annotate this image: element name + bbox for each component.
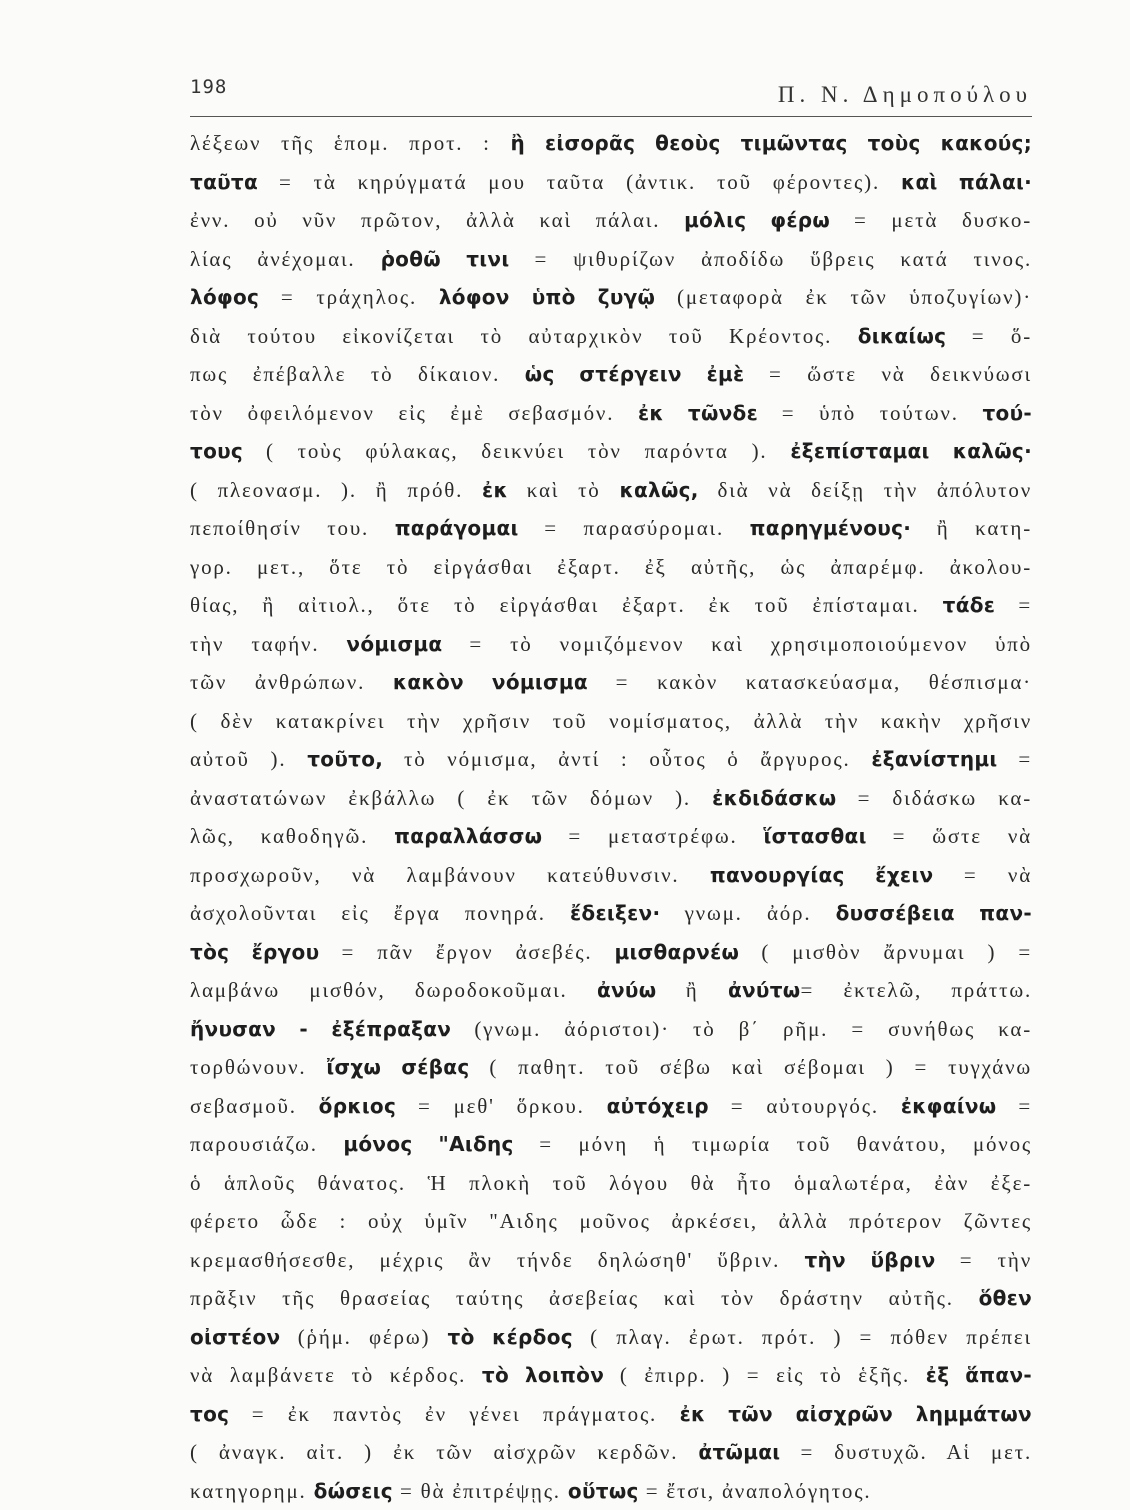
lemma-term: ἴσχω σέβας <box>326 1055 469 1079</box>
gloss-text: τὸν ὀφειλόμενον εἰς ἐμὲ σεβασμόν. <box>190 401 638 425</box>
lemma-term: ἐξ ἅπαν- <box>926 1363 1032 1387</box>
text-line <box>190 663 1032 702</box>
lemma-term: ὡς στέργειν ἐμὲ <box>525 362 745 386</box>
gloss-text: = κακὸν κατασκεύασμα, θέσπισμα· <box>588 670 1032 694</box>
running-head-author: Π. Ν. Δημοπούλου <box>778 82 1032 108</box>
gloss-text: = τὰ κηρύγματά μου ταῦτα (ἀντικ. τοῦ φέροντες). <box>258 170 901 194</box>
lemma-term: παραλλάσσω <box>394 824 542 848</box>
lemma-term: παρηγμένους· <box>750 516 912 540</box>
lemma-term: ταῦτα <box>190 170 258 194</box>
gloss-text: ( πλαγ. ἐρωτ. πρότ. ) = πόθεν πρέπει <box>573 1325 1032 1349</box>
gloss-text: κατηγορημ. <box>190 1479 314 1503</box>
gloss-text: = τὴν <box>936 1248 1033 1272</box>
gloss-text: = αὐτουργός. <box>709 1094 901 1118</box>
gloss-text: ( ἐπιρρ. ) = εἰς τὸ ἑξῆς. <box>604 1363 926 1387</box>
lemma-term: λόφον ὑπὸ ζυγῷ <box>439 285 655 309</box>
lemma-term: μόλις φέρω <box>684 208 830 232</box>
gloss-text: τῶν ἀνθρώπων. <box>190 670 393 694</box>
lemma-term: παράγομαι <box>395 516 519 540</box>
text-line <box>190 702 1032 741</box>
lemma-term: μόνος "Αιδης <box>343 1132 513 1156</box>
text-line <box>190 509 1032 548</box>
lemma-term: ἀνύω <box>597 978 656 1002</box>
gloss-text: ( μισθὸν ἄρνυμαι ) = <box>739 940 1032 964</box>
text-line <box>190 933 1032 972</box>
lemma-term: τοῦτο, <box>307 747 383 771</box>
text-line <box>190 1010 1032 1049</box>
text-line <box>190 201 1032 240</box>
lemma-term: ἐξεπίσταμαι καλῶς· <box>790 439 1032 463</box>
gloss-text: τὴν ταφήν. <box>190 632 346 656</box>
text-line <box>190 856 1032 895</box>
text-line <box>190 894 1032 933</box>
text-line <box>190 740 1032 779</box>
lemma-term: τού- <box>982 401 1032 425</box>
lemma-term: ἐκ τῶνδε <box>638 401 758 425</box>
gloss-text: = διδάσκω κα- <box>836 786 1032 810</box>
lemma-term: μισθαρνέω <box>615 940 740 964</box>
gloss-text: λῶς, καθοδηγῶ. <box>190 824 394 848</box>
gloss-text: προσχωροῦν, νὰ λαμβάνουν κατεύθυνσιν. <box>190 863 710 887</box>
text-line <box>190 355 1032 394</box>
lemma-term: τους <box>190 439 243 463</box>
gloss-text: παρουσιάζω. <box>190 1132 343 1156</box>
page-header <box>190 70 1032 117</box>
text-line <box>190 625 1032 664</box>
lemma-term: δυσσέβεια παν- <box>836 901 1032 925</box>
gloss-text: ἐνν. οὐ νῦν πρῶτον, ἀλλὰ καὶ πάλαι. <box>190 208 684 232</box>
text-line <box>190 124 1032 163</box>
lemma-term: ἐκφαίνω <box>901 1094 997 1118</box>
lemma-term: ἤνυσαν - ἐξέπραξαν <box>190 1017 451 1041</box>
text-line <box>190 586 1032 625</box>
gloss-text: = <box>996 1094 1032 1118</box>
gloss-text: = τράχηλος. <box>259 285 439 309</box>
gloss-text: (μεταφορὰ ἐκ τῶν ὑποζυγίων)· <box>655 285 1032 309</box>
gloss-text: φέρετο ὧδε : οὐχ ὑμῖν "Αιδης μοῦνος ἀρκέσει, ἀλλὰ πρότερον ζῶντες <box>190 1209 1032 1233</box>
text-line <box>190 278 1032 317</box>
gloss-text: = τὸ νομιζόμενον καὶ χρησιμοποιούμενον ὑπὸ <box>442 632 1032 656</box>
gloss-text: = ψιθυρίζων ἀποδίδω ὕβρεις κατά τινος. <box>509 247 1032 271</box>
lemma-term: ἀνύτω <box>728 978 801 1002</box>
gloss-text: ἢ <box>656 978 728 1002</box>
lemma-term: ἀτῶμαι <box>698 1440 780 1464</box>
lemma-term: ἐκ τῶν αἰσχρῶν λημμάτων <box>680 1402 1032 1426</box>
gloss-text: = παρασύρομαι. <box>519 516 750 540</box>
text-line <box>190 394 1032 433</box>
text-line <box>190 1087 1032 1126</box>
lemma-term: νόμισμα <box>346 632 442 656</box>
gloss-text: = πᾶν ἔργον ἀσεβές. <box>319 940 614 964</box>
text-line <box>190 1356 1032 1395</box>
gloss-text: = ἐκ παντὸς ἐν γένει πράγματος. <box>229 1402 679 1426</box>
gloss-text: πρᾶξιν τῆς θρασείας ταύτης ἀσεβείας καὶ τὸν δράστην αὐτῆς. <box>190 1286 979 1310</box>
gloss-text: ( παθητ. τοῦ σέβω καὶ σέβομαι ) = τυγχάνω <box>470 1055 1033 1079</box>
gloss-text: = ἐκτελῶ, πράττω. <box>800 978 1032 1002</box>
lemma-term: τὸ λοιπὸν <box>482 1363 604 1387</box>
text-line <box>190 1241 1032 1280</box>
gloss-text: = μεθ' ὅρκου. <box>396 1094 606 1118</box>
gloss-text: καὶ τὸ <box>508 478 619 502</box>
lemma-term: ῥοθῶ τινι <box>381 247 510 271</box>
gloss-text: νὰ λαμβάνετε τὸ κέρδος. <box>190 1363 482 1387</box>
gloss-text: = ὑπὸ τούτων. <box>758 401 982 425</box>
commentary-text <box>190 124 1032 1510</box>
gloss-text: = ὅ- <box>946 324 1032 348</box>
text-line <box>190 1395 1032 1434</box>
gloss-text: = μόνη ἡ τιμωρία τοῦ θανάτου, μόνος <box>514 1132 1032 1156</box>
text-line <box>190 1433 1032 1472</box>
lemma-term: ἔδειξεν· <box>570 901 660 925</box>
gloss-text: ὁ ἁπλοῦς θάνατος. Ἡ πλοκὴ τοῦ λόγου θὰ ἦτο ὁμαλωτέρα, ἐὰν ἐξε- <box>190 1171 1032 1195</box>
text-line <box>190 548 1032 587</box>
lemma-term: ὅρκιος <box>319 1094 396 1118</box>
gloss-text: λέξεων τῆς ἑπομ. προτ. : <box>190 131 510 155</box>
gloss-text: = <box>995 593 1032 617</box>
gloss-text: γνωμ. ἀόρ. <box>660 901 835 925</box>
lemma-term: δικαίως <box>858 324 947 348</box>
lemma-term: ἵστασθαι <box>764 824 867 848</box>
lemma-term: τὴν ὕβριν <box>804 1248 935 1272</box>
text-line <box>190 1202 1032 1241</box>
text-line <box>190 1472 1032 1510</box>
gloss-text: τὸ νόμισμα, ἀντί : οὗτος ὁ ἄργυρος. <box>383 747 871 771</box>
lemma-term: δώσεις <box>314 1479 393 1503</box>
lemma-term: καὶ πάλαι· <box>901 170 1032 194</box>
gloss-text: λαμβάνω μισθόν, δωροδοκοῦμαι. <box>190 978 597 1002</box>
gloss-text: θίας, ἢ αἰτιολ., ὅτε τὸ εἰργάσθαι ἐξαρτ. ἐκ τοῦ ἐπίσταμαι. <box>190 593 943 617</box>
gloss-text: αὐτοῦ ). <box>190 747 307 771</box>
text-line <box>190 817 1032 856</box>
gloss-text: = μεταστρέφω. <box>542 824 763 848</box>
text-line <box>190 1318 1032 1357</box>
gloss-text: = θὰ ἐπιτρέψῃς. <box>393 1479 568 1503</box>
gloss-text: = μετὰ δυσκο- <box>830 208 1032 232</box>
gloss-text: γορ. μετ., ὅτε τὸ εἰργάσθαι ἐξαρτ. ἐξ αὐτῆς, ὡς ἀπαρέμφ. ἀκολου- <box>190 555 1032 579</box>
lemma-term: αὐτόχειρ <box>607 1094 709 1118</box>
text-line <box>190 971 1032 1010</box>
text-line <box>190 317 1032 356</box>
text-line <box>190 1164 1032 1203</box>
gloss-text: ( δὲν κατακρίνει τὴν χρῆσιν τοῦ νομίσματος, ἀλλὰ τὴν κακὴν χρῆσιν <box>190 709 1032 733</box>
gloss-text: = ἔτσι, ἀναπολόγητος. <box>639 1479 872 1503</box>
text-line <box>190 240 1032 279</box>
lemma-term: ἢ εἰσορᾶς θεοὺς τιμῶντας τοὺς κακούς; <box>510 131 1032 155</box>
lemma-term: τὸ κέρδος <box>448 1325 573 1349</box>
lemma-term: ὅθεν <box>979 1286 1032 1310</box>
gloss-text: ἀσχολοῦνται εἰς ἔργα πονηρά. <box>190 901 570 925</box>
gloss-text: = ὥστε νὰ <box>867 824 1032 848</box>
page-number: 198 <box>190 76 227 98</box>
gloss-text: (γνωμ. ἀόριστοι)· τὸ β΄ ρῆμ. = συνήθως κα- <box>451 1017 1032 1041</box>
gloss-text: τορθώνουν. <box>190 1055 326 1079</box>
lemma-term: πανουργίας ἔχειν <box>710 863 934 887</box>
gloss-text: κρεμασθήσεσθε, μέχρις ἂν τήνδε δηλώσηθ' ὕβριν. <box>190 1248 804 1272</box>
lemma-term: καλῶς, <box>619 478 698 502</box>
gloss-text: πεποίθησίν του. <box>190 516 395 540</box>
lemma-term: τος <box>190 1402 229 1426</box>
lemma-term: τάδε <box>943 593 996 617</box>
gloss-text: = νὰ <box>933 863 1032 887</box>
gloss-text: ( ἀναγκ. αἰτ. ) ἐκ τῶν αἰσχρῶν κερδῶν. <box>190 1440 698 1464</box>
gloss-text: ( τοὺς φύλακας, δεικνύει τὸν παρόντα ). <box>243 439 790 463</box>
text-line <box>190 163 1032 202</box>
gloss-text: = ὥστε νὰ δεικνύωσι <box>744 362 1032 386</box>
gloss-text: = δυστυχῶ. Αἱ μετ. <box>780 1440 1032 1464</box>
gloss-text: σεβασμοῦ. <box>190 1094 319 1118</box>
text-line <box>190 779 1032 818</box>
lemma-term: ἐκδιδάσκω <box>712 786 836 810</box>
lemma-term: τὸς ἔργου <box>190 940 319 964</box>
lemma-term: κακὸν νόμισμα <box>393 670 588 694</box>
gloss-text: ἢ κατη- <box>911 516 1032 540</box>
gloss-text: διὰ νὰ δείξῃ τὴν ἀπόλυτον <box>699 478 1032 502</box>
gloss-text: (ῥήμ. φέρω) <box>280 1325 447 1349</box>
lemma-term: λόφος <box>190 285 259 309</box>
text-line <box>190 432 1032 471</box>
text-line <box>190 471 1032 510</box>
gloss-text: λίας ἀνέχομαι. <box>190 247 381 271</box>
lemma-term: οὕτως <box>568 1479 639 1503</box>
gloss-text: ἀναστατώνων ἐκβάλλω ( ἐκ τῶν δόμων ). <box>190 786 712 810</box>
gloss-text: = <box>998 747 1032 771</box>
gloss-text: πως ἐπέβαλλε τὸ δίκαιον. <box>190 362 525 386</box>
text-line <box>190 1125 1032 1164</box>
text-line <box>190 1048 1032 1087</box>
lemma-term: οἰστέον <box>190 1325 280 1349</box>
lemma-term: ἐξανίστημι <box>871 747 997 771</box>
gloss-text: ( πλεονασμ. ). ἢ πρόθ. <box>190 478 482 502</box>
text-line <box>190 1279 1032 1318</box>
lemma-term: ἐκ <box>482 478 508 502</box>
gloss-text: διὰ τούτου εἰκονίζεται τὸ αὐταρχικὸν τοῦ Κρέοντος. <box>190 324 858 348</box>
